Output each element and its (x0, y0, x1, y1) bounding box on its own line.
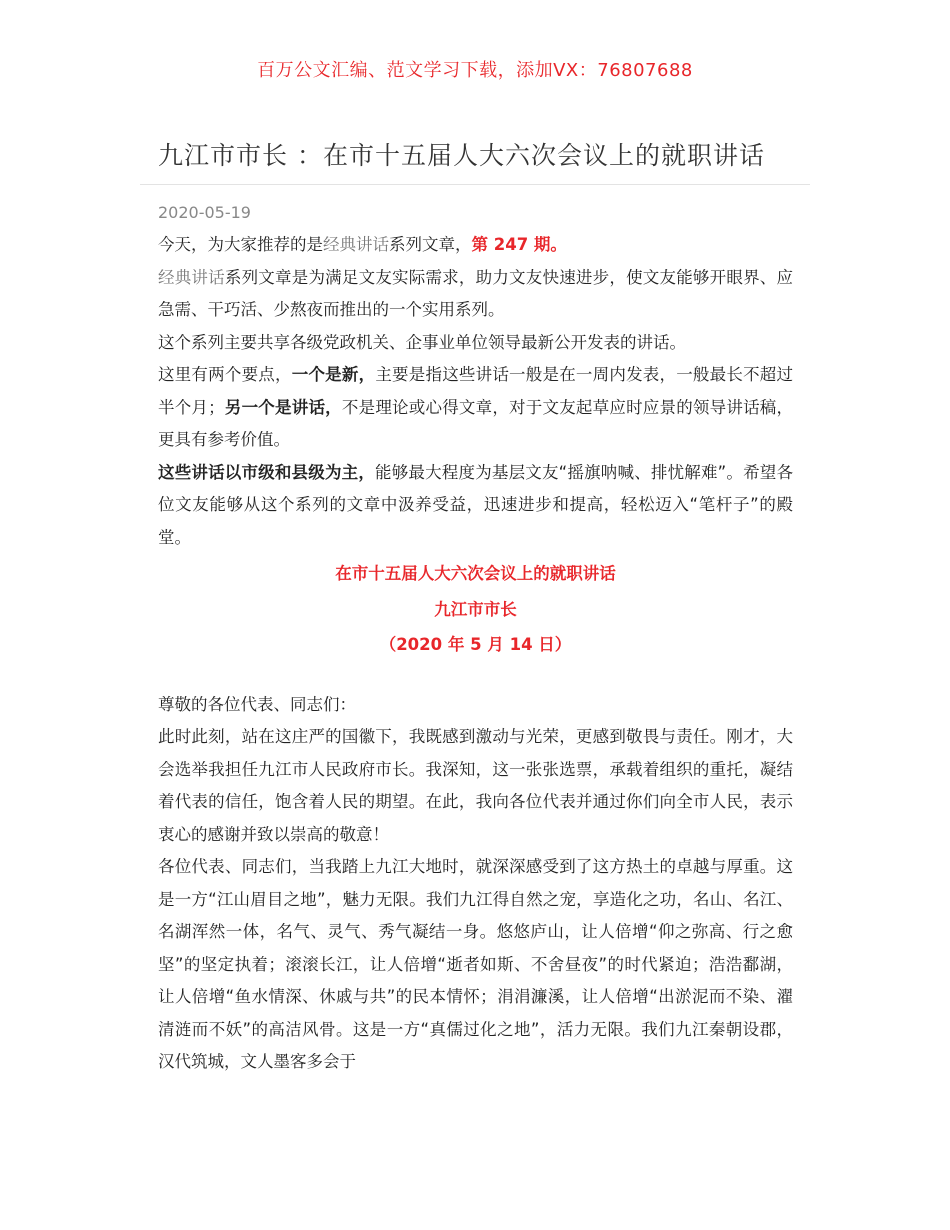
intro-text: 不是理论或心得文章，对于文友起草应时应景的领导讲话稿，更具有参考价值。 (158, 397, 794, 449)
article-body (158, 229, 793, 1079)
speech-greeting: 尊敬的各位代表、同志们： (158, 694, 356, 714)
intro-paragraph-5 (158, 457, 793, 555)
intro-text: 系列文章是为满足文友实际需求，助力文友快速进步，使文友能够开眼界、应急需、干巧活、少熬夜而推出的一个实用系列。 (158, 267, 794, 319)
intro-text: 这里有两个要点， (158, 365, 292, 384)
intro-text: 系列文章， (389, 235, 472, 254)
intro-text: 今天，为大家推荐的是 (158, 235, 323, 254)
intro-paragraph-1 (158, 229, 793, 262)
speech-speaker: 九江市市长 (434, 599, 517, 619)
intro-text: 能够最大程度为基层文友“摇旗呐喊、排忧解难”。希望各位文友能够从这个系列的文章中汲养受益，迅速进步和提高，轻松迈入“笔杆子”的殿堂。 (158, 462, 793, 547)
intro-paragraph-4 (158, 359, 793, 457)
intro-paragraph-3: 这个系列主要共享各级党政机关、企事业单位领导最新公开发表的讲话。 (158, 332, 686, 352)
emphasis-text: 另一个是讲话， (224, 397, 342, 417)
series-name: 经典讲话 (323, 235, 389, 254)
issue-number: 第 247 期。 (471, 235, 567, 254)
emphasis-text: 一个是新， (291, 365, 376, 384)
speech-paragraph-2: 各位代表、同志们，当我踏上九江大地时，就深深感受到了这方热土的卓越与厚重。这是一方“江山眉目之地”，魅力无限。我们九江得自然之宠，享造化之功，名山、名江、名湖浑然一体，名气、灵气、秀气凝结一身。悠悠庐山，让人倍增“仰之弥高、行之愈坚”的坚定执着；滚滚长江，让人倍增“逝者如斯、不舍昼夜”的时代紧迫；浩浩鄱湖，让人倍增“鱼水情深、休戚与共”的民本情怀；涓涓濂溪，让人倍增“出淤泥而不染、濯清涟而不妖”的高洁风骨。这是一方“真儒过化之地”，活力无限。我们九江秦朝设郡，汉代筑城，文人墨客多会于 (158, 857, 793, 1071)
title-divider (140, 184, 810, 185)
intro-paragraph-2 (158, 262, 793, 327)
speech-date: （2020 年 5 月 14 日） (379, 635, 572, 654)
intro-text: 主要是指这些讲话一般是在一周内发表，一般最长不超过半个月； (158, 365, 794, 417)
spacer (158, 663, 793, 689)
speech-paragraph-1: 此时此刻，站在这庄严的国徽下，我既感到激动与光荣，更感到敬畏与责任。刚才，大会选举我担任九江市人民政府市长。我深知，这一张张选票，承载着组织的重托，凝结着代表的信任，饱含着人民的期望。在此，我向各位代表并通过你们向全市人民，表示衷心的感谢并致以崇高的敬意！ (158, 727, 793, 844)
promo-banner: 百万公文汇编、范文学习下载，添加VX：76807688 (257, 60, 693, 81)
article-date: 2020-05-19 (158, 203, 251, 222)
series-name: 经典讲话 (158, 267, 225, 287)
emphasis-text: 这些讲话以市级和县级为主， (158, 462, 376, 482)
article-title: 九江市市长 ：在市十五届人大六次会议上的就职讲话 (158, 141, 765, 170)
speech-heading: 在市十五届人大六次会议上的就职讲话 (335, 564, 616, 583)
